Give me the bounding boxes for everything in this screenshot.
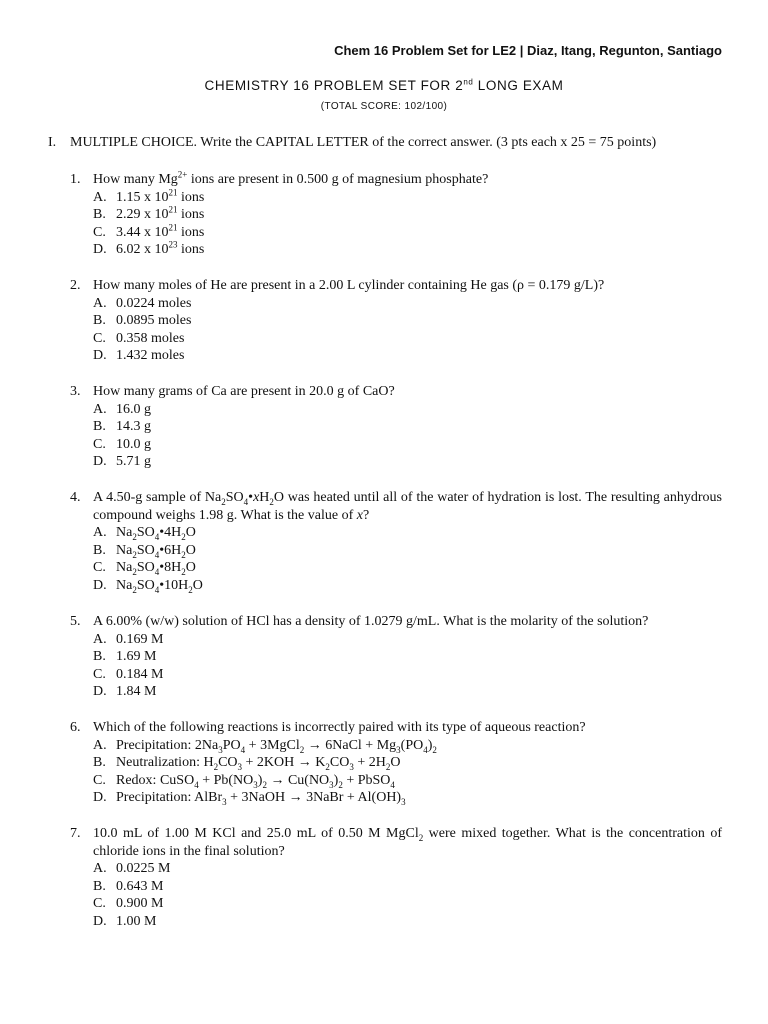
choice-letter: A.: [93, 525, 107, 541]
choice-text: Precipitation: $2Na_3PO_4$ + 3MgCl$_2$ → 6NaCl + $Mg_3(PO_4)_2$: [116, 737, 437, 755]
choice-letter: C.: [93, 772, 106, 788]
answer-choice: [93, 436, 722, 454]
title-end: LONG EXAM: [473, 78, 564, 93]
choice-letter: D.: [93, 913, 107, 929]
answer-choice: [93, 206, 722, 224]
choice-text: $Na_2SO_4•8H_2O$: [116, 560, 196, 578]
answer-choice: [93, 683, 722, 701]
choice-letter: C.: [93, 330, 106, 346]
choice-letter: B.: [93, 207, 106, 223]
question-7: [70, 825, 722, 931]
choice-letter: D.: [93, 242, 107, 258]
choice-letter: D.: [93, 577, 107, 593]
question-number: 7.: [70, 826, 81, 841]
question-2: [70, 277, 722, 365]
section-numeral: I.: [48, 135, 57, 150]
choice-text: 0.643 M: [116, 878, 164, 894]
choice-letter: B.: [93, 313, 106, 329]
answer-choice: [93, 666, 722, 684]
choice-text: 0.0225 M: [116, 861, 171, 877]
choice-text: 16.0 g: [116, 401, 151, 417]
answer-choice: [93, 878, 722, 896]
answer-choice: [93, 895, 722, 913]
choice-letter: C.: [93, 896, 106, 912]
question-text: Which of the following reactions is incorrectly paired with its type of aqueous reaction?: [93, 720, 586, 735]
choice-text: 6.02 x $10^{23}$ ions: [116, 239, 205, 258]
choice-text: Neutralization: $H_2CO_3 + 2KOH \to K_2CO_3 + 2H_2O$: [116, 755, 401, 772]
choice-text: $Na_2SO_4•6H_2O$: [116, 542, 196, 560]
choice-text: 5.71 g: [116, 454, 151, 470]
choice-text: 14.3 g: [116, 419, 151, 435]
question-5: [70, 613, 722, 701]
question-1: [70, 171, 722, 259]
choice-text: 1.15 x $10^{21}$ ions: [116, 186, 205, 205]
answer-choice: [93, 860, 722, 878]
choice-letter: D.: [93, 348, 107, 364]
question-number: 3.: [70, 384, 81, 399]
question-stem: [70, 719, 722, 737]
question-text: A 4.50-g sample of $Na_2SO_4•xH_2O$ was heated until all of the water of hydration is lost. The resulting anhydrous compound weighs 1.98 g. What is the value of x?: [93, 490, 722, 523]
choice-letter: D.: [93, 454, 107, 470]
answer-choice: [93, 453, 722, 471]
choice-letter: C.: [93, 666, 106, 682]
choice-text: 3.44 x $10^{21}$ ions: [116, 222, 205, 240]
choice-text: $Na_2SO_4•4H_2O$: [116, 525, 196, 542]
choice-letter: D.: [93, 684, 107, 700]
choice-text: $Na_2SO_4•10H_2O$: [116, 577, 203, 595]
choice-letter: D.: [93, 790, 107, 806]
answer-choice: [93, 772, 722, 790]
answer-choice: [93, 631, 722, 649]
choice-text: 0.169 M: [116, 631, 164, 647]
question-4: [70, 489, 722, 595]
question-stem: [70, 613, 722, 631]
answer-choice: [93, 401, 722, 419]
answer-choice: [93, 186, 722, 207]
page-header: Chem 16 Problem Set for LE2 | Diaz, Itang, Regunton, Santiago: [334, 43, 722, 58]
choice-letter: B.: [93, 755, 106, 771]
answer-choice: [93, 577, 722, 595]
answer-choice: [93, 224, 722, 242]
question-text: 10.0 mL of 1.00 M KCl and 25.0 mL of 0.50 M MgCl$_2$ were mixed together. What is the concentration of chloride ions in the final solution?: [93, 826, 722, 859]
choice-letter: A.: [93, 861, 107, 877]
answer-choice: [93, 913, 722, 931]
choice-text: 1.00 M: [116, 913, 157, 929]
choice-letter: B.: [93, 878, 106, 894]
answer-choice: [93, 648, 722, 666]
document-title: [0, 78, 768, 93]
question-stem: [70, 489, 722, 524]
choice-text: 0.900 M: [116, 896, 164, 912]
choice-text: 1.432 moles: [116, 348, 185, 364]
section-instruction: MULTIPLE CHOICE. Write the CAPITAL LETTER of the correct answer. (3 pts each x 25 = 75 points): [70, 135, 657, 150]
answer-choice: [93, 542, 722, 560]
answer-choice: [93, 559, 722, 577]
choice-text: 0.358 moles: [116, 330, 185, 346]
choice-letter: A.: [93, 295, 107, 311]
total-score: (TOTAL SCORE: 102/100): [320, 101, 448, 112]
choice-letter: C.: [93, 436, 106, 452]
answer-choice: [93, 330, 722, 348]
question-text: How many grams of Ca are present in 20.0 g of CaO?: [93, 384, 395, 399]
question-text: How many $Mg^{2+}$ ions are present in 0.500 g of magnesium phosphate?: [93, 169, 489, 187]
title-main: CHEMISTRY 16 PROBLEM SET FOR 2: [204, 78, 464, 93]
choice-text: 10.0 g: [116, 436, 151, 452]
choice-letter: A.: [93, 401, 107, 417]
choice-text: 0.0895 moles: [116, 313, 192, 329]
answer-choice: [93, 347, 722, 365]
question-number: 5.: [70, 614, 81, 629]
question-number: 2.: [70, 278, 81, 293]
section-heading: [48, 135, 656, 151]
question-6: [70, 719, 722, 807]
answer-choice: [93, 295, 722, 313]
choice-letter: B.: [93, 419, 106, 435]
choice-letter: A.: [93, 189, 107, 205]
choice-text: 1.84 M: [116, 684, 157, 700]
choice-letter: B.: [93, 542, 106, 558]
question-number: 4.: [70, 490, 81, 505]
question-3: [70, 383, 722, 471]
question-stem: [70, 383, 722, 401]
question-number: 1.: [70, 172, 81, 187]
choice-text: 0.0224 moles: [116, 295, 192, 311]
answer-choice: [93, 418, 722, 436]
answer-choice: [93, 789, 722, 807]
answer-choice: [93, 241, 722, 259]
choice-letter: B.: [93, 649, 106, 665]
choice-letter: A.: [93, 631, 107, 647]
choice-letter: C.: [93, 560, 106, 576]
choice-letter: A.: [93, 737, 107, 753]
question-text: A 6.00% (w/w) solution of HCl has a density of 1.0279 g/mL. What is the molarity of the solution?: [93, 614, 649, 629]
answer-choice: [93, 524, 722, 542]
choice-text: 1.69 M: [116, 649, 157, 665]
answer-choice: [93, 737, 722, 755]
choice-text: 2.29 x $10^{21}$ ions: [116, 204, 205, 223]
question-stem: [70, 825, 722, 860]
title-ordinal-suffix: nd: [463, 77, 474, 87]
question-number: 6.: [70, 720, 81, 735]
answer-choice: [93, 754, 722, 772]
choice-text: 0.184 M: [116, 666, 164, 682]
question-stem: [70, 277, 722, 295]
question-text: How many moles of He are present in a 2.00 L cylinder containing He gas (ρ = 0.179 g/L)?: [93, 278, 605, 293]
choice-text: Precipitation: AlBr$_3$ + 3NaOH → 3NaBr + $Al(OH)_3$: [116, 790, 406, 808]
choice-letter: C.: [93, 224, 106, 240]
choice-text: Redox: CuSO$_4$ + $Pb(NO_3)_2 \to Cu(NO_3)_2$ + PbSO$_4$: [116, 772, 395, 790]
answer-choice: [93, 312, 722, 330]
